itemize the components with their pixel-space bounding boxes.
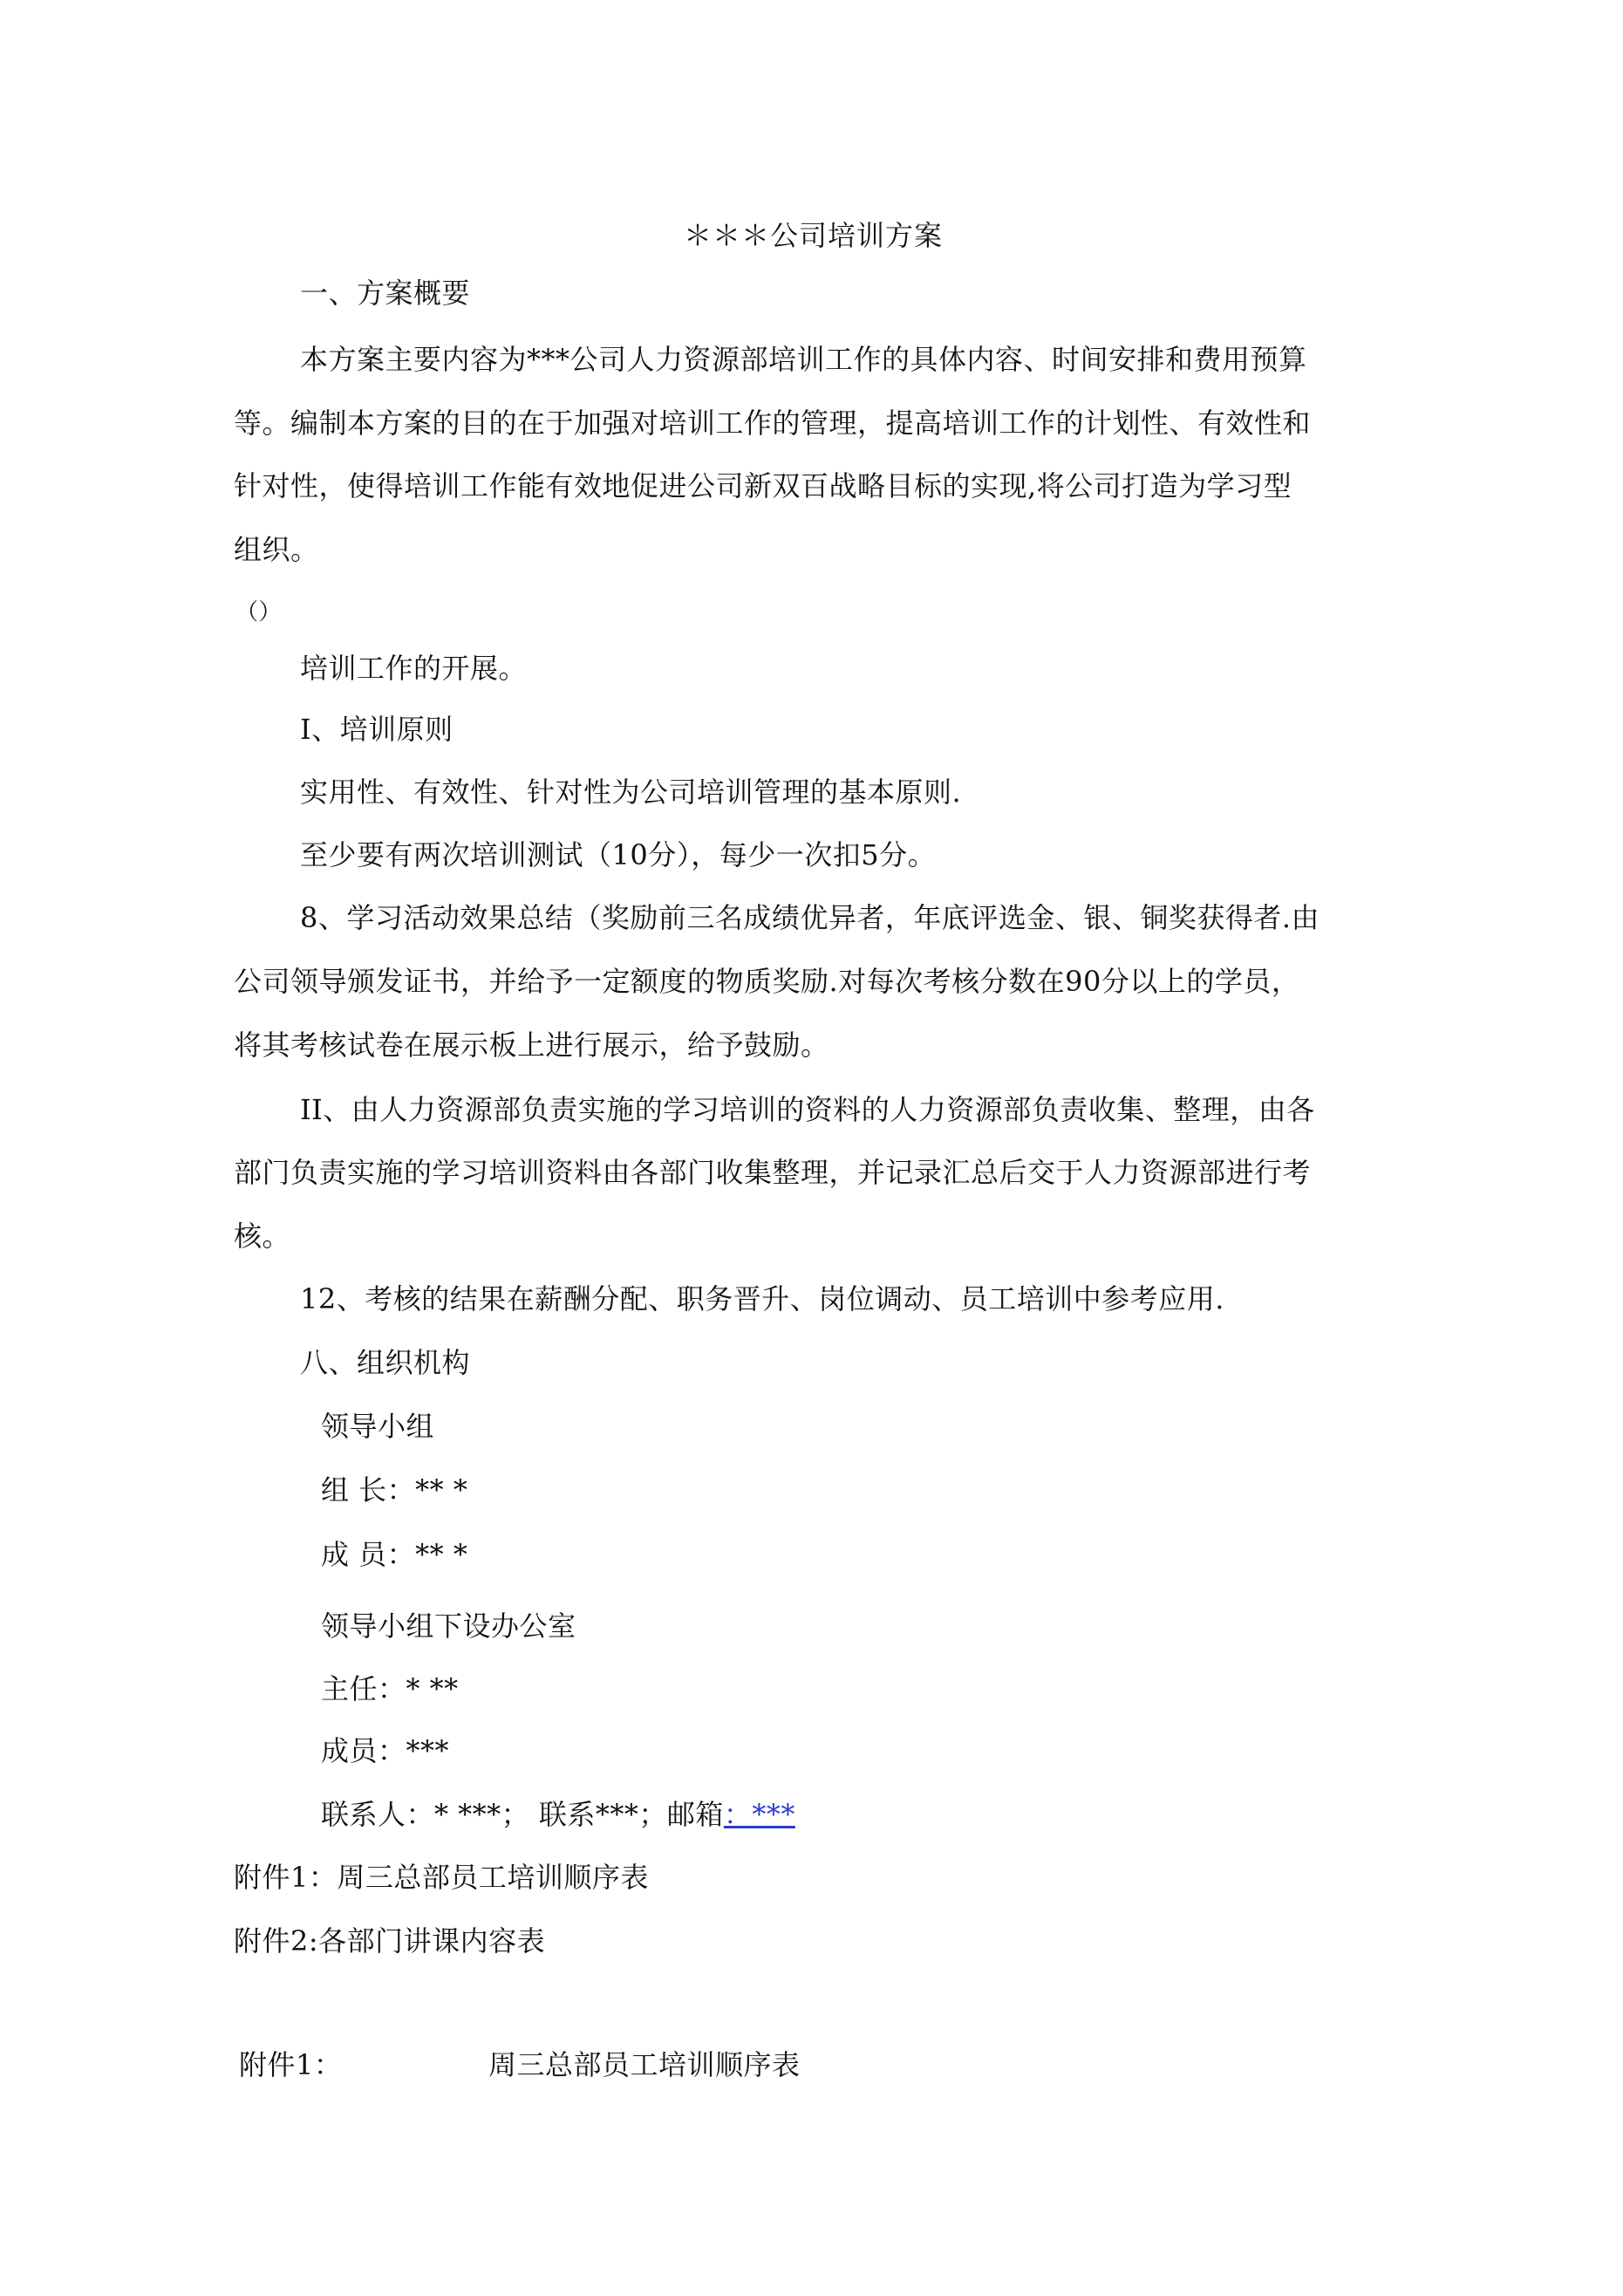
overview-line-3: 针对性，使得培训工作能有效地促进公司新双百战略目标的实现,将公司打造为学习型: [234, 469, 1292, 502]
overview-line-4: 组织。: [234, 533, 319, 566]
training-work-line: 培训工作的开展。: [300, 652, 528, 685]
item11-line-3: 核。: [234, 1220, 291, 1253]
item8-line-2: 公司领导颁发证书，并给予一定额度的物质奖励.对每次考核分数在90分以上的学员，: [234, 965, 1300, 998]
item8-line-1: 8、学习活动效果总结（奖励前三名成绩优异者，年底评选金、银、铜奖获得者.由: [300, 901, 1320, 934]
office-members-line: 成员：***: [321, 1734, 450, 1767]
email-link[interactable]: ：***: [723, 1798, 795, 1831]
members-line: 成 员：** *: [321, 1538, 468, 1571]
item12-line: 12、考核的结果在薪酬分配、职务晋升、岗位调动、员工培训中参考应用.: [300, 1282, 1224, 1315]
document-title: ＊＊＊公司培训方案: [684, 219, 944, 252]
item11-line-1: II、由人力资源部负责实施的学习培训的资料的人力资源部负责收集、整理，由各: [300, 1093, 1315, 1126]
attachment-2-line: 附件2:各部门讲课内容表: [234, 1924, 546, 1958]
overview-line-1: 本方案主要内容为***公司人力资源部培训工作的具体内容、时间安排和费用预算: [300, 343, 1307, 376]
office-line: 领导小组下设办公室: [321, 1609, 576, 1643]
paren-mark: （）: [235, 599, 283, 625]
contact-line: [321, 1795, 795, 1834]
contact-prefix: 联系人：* ***； 联系***；邮箱: [321, 1798, 724, 1831]
test-requirement-line: 至少要有两次培训测试（10分），每少一次扣5分。: [300, 838, 937, 871]
overview-line-2: 等。编制本方案的目的在于加强对培训工作的管理，提高培训工作的计划性、有效性和: [234, 407, 1312, 440]
org-heading: 八、组织机构: [300, 1346, 471, 1379]
section-heading-overview: 一、方案概要: [300, 277, 471, 310]
leader-line: 组 长：** *: [321, 1473, 468, 1507]
item8-line-3: 将其考核试卷在展示板上进行展示，给予鼓励。: [234, 1028, 829, 1062]
principle-heading: I、培训原则: [300, 713, 453, 746]
leader-group: 领导小组: [321, 1410, 435, 1443]
item11-line-2: 部门负责实施的学习培训资料由各部门收集整理，并记录汇总后交于人力资源部进行考: [234, 1156, 1312, 1189]
attachment-1-line: 附件1：周三总部员工培训顺序表: [234, 1861, 649, 1894]
attachment-1-label: 附件1：: [239, 2048, 343, 2081]
attachment-1-title: 周三总部员工培训顺序表: [488, 2048, 801, 2081]
principle-text: 实用性、有效性、针对性为公司培训管理的基本原则.: [300, 776, 962, 809]
director-line: 主任：* **: [321, 1672, 459, 1705]
